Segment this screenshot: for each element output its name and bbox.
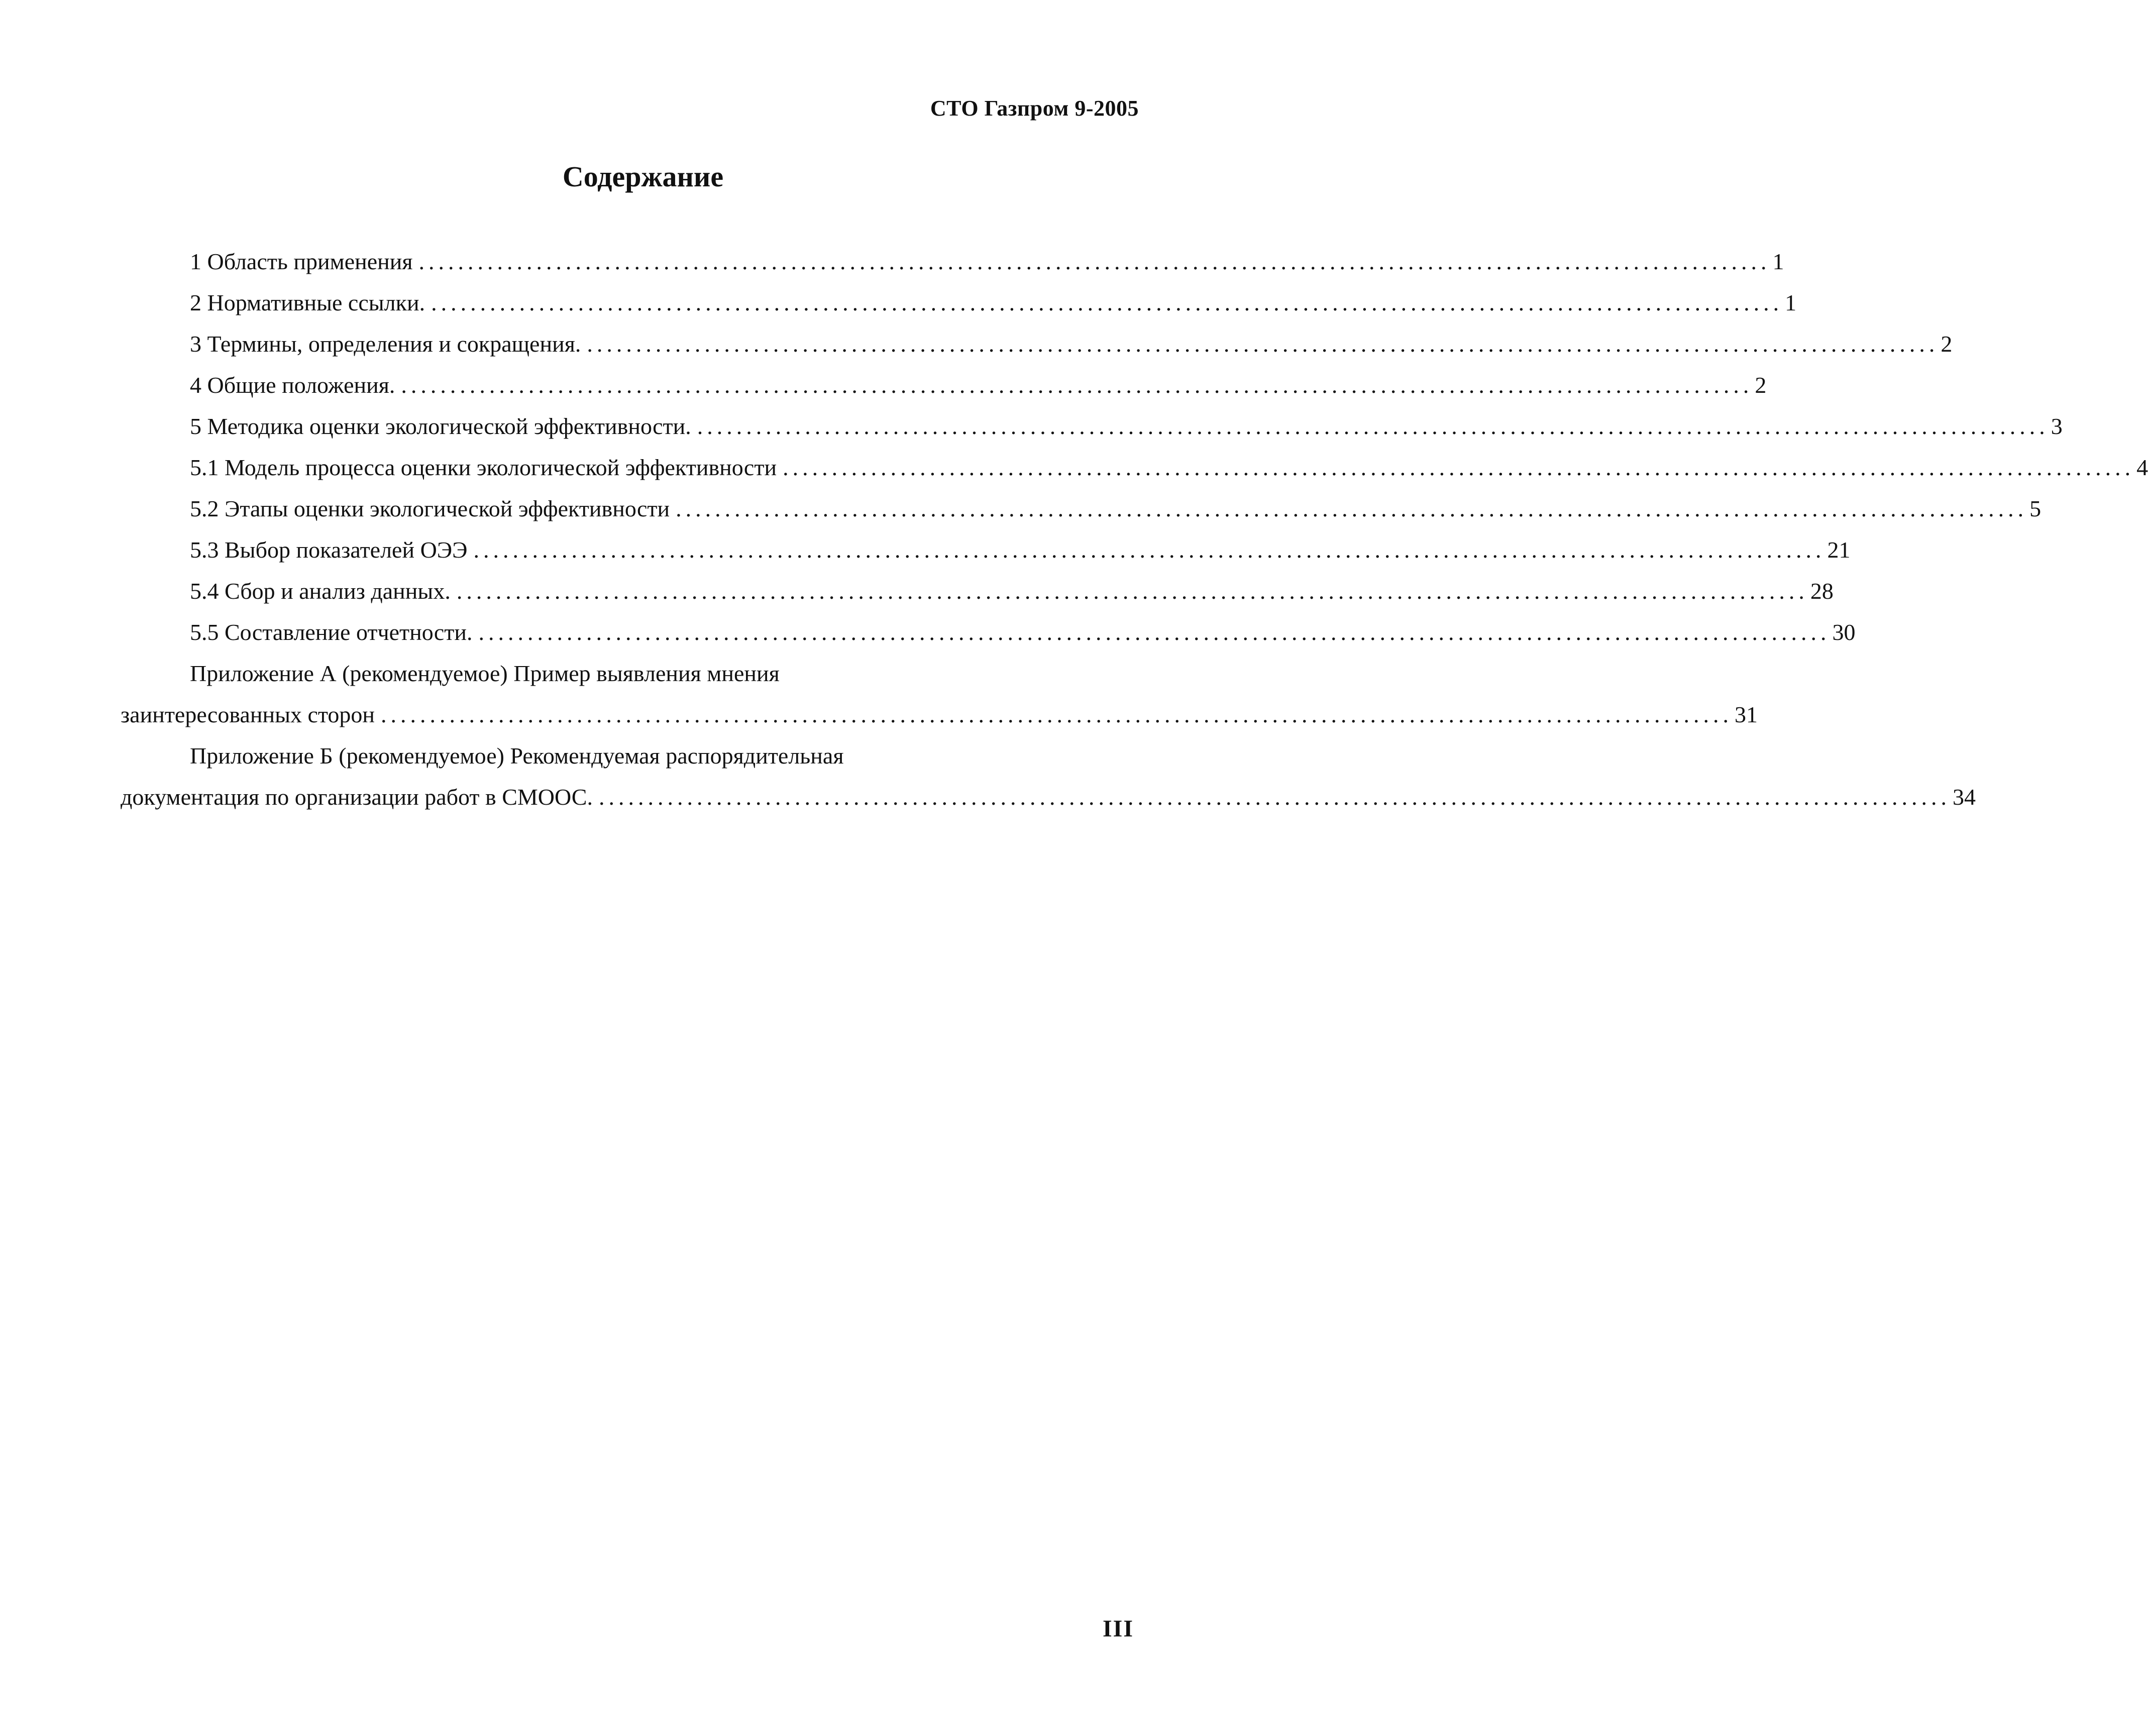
toc-dot-leader: .......................................................................................................................................... [783,455,2135,480]
toc-entry-label: 5.3 Выбор показателей ОЭЭ [190,537,468,563]
document-code-header: СТО Газпром 9-2005 [930,96,1139,121]
toc-entry[interactable] [121,571,1834,612]
toc-dot-leader: .......................................................................................................................................... [478,619,1831,645]
toc-entry[interactable] [121,612,1856,653]
toc-dot-leader: .......................................................................................................................................... [418,249,1771,274]
toc-entry-page: 5 [2029,496,2042,521]
toc-entry-page: 28 [1810,578,1834,604]
table-of-contents [121,241,2148,818]
toc-entry-label: 5.4 Сбор и анализ данных. [190,578,451,604]
toc-entry-label: 4 Общие положения. [190,372,395,398]
toc-entry-appendix-a[interactable] [121,653,1758,735]
toc-entry[interactable] [121,529,1851,571]
toc-entry-label-line1: Приложение Б (рекомендуемое) Рекомендуемая распорядительная [190,743,844,769]
toc-entry-page: 21 [1827,537,1851,563]
toc-dot-leader: .......................................................................................................................................... [676,496,2028,521]
toc-entry[interactable] [121,488,2042,529]
toc-dot-leader: .......................................................................................................................................... [587,331,1939,357]
toc-entry[interactable] [121,365,1767,406]
toc-entry-label: 5.5 Составление отчетности. [190,619,473,645]
toc-entry-label-line1: Приложение А (рекомендуемое) Пример выявления мнения [190,661,780,686]
toc-entry-page: 30 [1832,619,1856,645]
page-title: Содержание [562,160,724,193]
toc-entry[interactable] [121,323,1953,365]
toc-entry-page: 3 [2051,413,2063,439]
toc-entry-label: 3 Термины, определения и сокращения. [190,331,581,357]
toc-dot-leader: .......................................................................................................................................... [381,702,1733,727]
toc-entry-label: 1 Область применения [190,249,413,274]
toc-entry-label: 5.2 Этапы оценки экологической эффективности [190,496,670,521]
toc-entry[interactable] [121,406,2063,447]
toc-entry-appendix-b[interactable] [121,735,1976,818]
toc-entry-label: 5 Методика оценки экологической эффективности. [190,413,691,439]
toc-entry[interactable] [121,241,1784,282]
toc-dot-leader: .......................................................................................................................................... [697,413,2049,439]
toc-dot-leader: .......................................................................................................................................... [401,372,1753,398]
toc-entry-page: 1 [1772,249,1784,274]
toc-entry-page: 34 [1953,784,1976,810]
toc-dot-leader: .......................................................................................................................................... [431,290,1783,315]
toc-entry[interactable] [121,447,2148,488]
toc-dot-leader: .......................................................................................................................................... [473,537,1825,563]
toc-entry-label-line2: документация по организации работ в СМООС. [121,784,593,810]
toc-entry-page: 2 [1755,372,1767,398]
toc-entry-label: 2 Нормативные ссылки. [190,290,425,315]
toc-entry-page: 4 [2136,455,2148,480]
toc-dot-leader: .......................................................................................................................................... [456,578,1808,604]
toc-entry-page: 31 [1735,702,1758,727]
page-number: III [1102,1615,1134,1642]
toc-dot-leader: .......................................................................................................................................... [599,784,1951,810]
toc-entry-label-line2: заинтересованных сторон [121,702,375,727]
toc-entry-page: 2 [1941,331,1953,357]
toc-entry[interactable] [121,282,1797,323]
toc-entry-page: 1 [1785,290,1797,315]
toc-entry-label: 5.1 Модель процесса оценки экологической эффективности [190,455,777,480]
